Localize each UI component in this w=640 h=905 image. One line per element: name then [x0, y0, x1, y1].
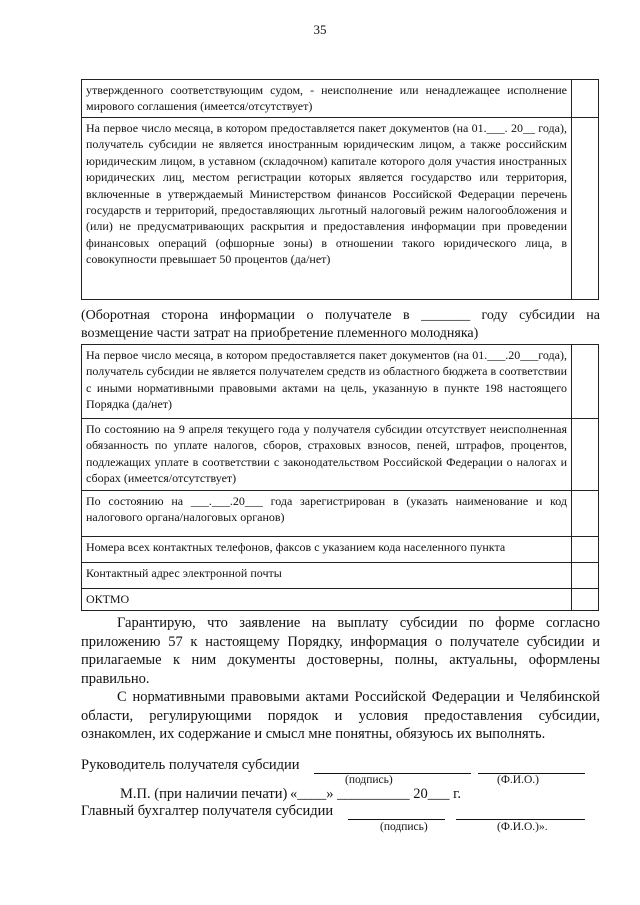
signature-caption-2: (подпись): [380, 821, 428, 833]
table-cell-value: [572, 537, 599, 563]
table-cell-text: На первое число месяца, в котором предоставляется пакет документов (на 01.___.20___года), получатель субсидии не является получателем средств из областного бюджета в соответствии с иными нормативными правовыми актами на цель, указанную в пункте 198 настоящего Порядка (да/нет): [82, 345, 572, 419]
accountant-name-line: [456, 819, 585, 820]
table-cell-text: По состоянию на ___.___.20___ года зарегистрирован в (указать наименование и код налогового органа/налоговых органов): [82, 491, 572, 537]
accountant-signature-label: Главный бухгалтер получателя субсидии: [81, 803, 334, 819]
date-field: «____» __________ 20___ г.: [290, 786, 462, 802]
accountant-signature-line: [348, 819, 445, 820]
table-row: [82, 491, 599, 537]
acknowledgement-paragraph: С нормативными правовыми актами Российской Федерации и Челябинской области, регулирующими порядок и условия предоставления субсидии, ознакомлен, их содержание и смысл мне понятны, обязуюсь их выполнять.: [81, 689, 600, 742]
head-signature-label: Руководитель получателя субсидии: [81, 757, 300, 773]
table-cell-value: [572, 118, 599, 300]
table-cell-value: [572, 491, 599, 537]
table-cell-value: [572, 563, 599, 589]
table-row: [82, 563, 599, 589]
table-cell-text: утвержденного соответствующим судом, - неисполнение или ненадлежащее исполнение мирового соглашения (имеется/отсутствует): [82, 80, 572, 118]
table-cell-text: На первое число месяца, в котором предоставляется пакет документов (на 01.___. 20__ года), получатель субсидии не является иностранным юридическим лицом, а также российским юридическим лицом, в уставном (складочном) капитале которого доля участия иностранных юридических лиц, местом регистрации которых является государство или территория, включенные в утверждаемый Министерством финансов Российской Федерации перечень государств и территорий, предоставляющих льготный налоговый режим налогообложения и (или) не предусматривающих раскрытия и предоставления информации при проведении финансовых операций (офшорные зоны) в отношении такого юридического лица, в совокупности превышает 50 процентов (да/нет): [82, 118, 572, 300]
table-cell-value: [572, 80, 599, 118]
table-cell-text: Контактный адрес электронной почты: [82, 563, 572, 589]
table-row: [82, 118, 599, 300]
guarantee-paragraph: Гарантирую, что заявление на выплату субсидии по форме согласно приложению 57 к настоящему Порядку, информация о получателе субсидии и прилагаемые к ним документы достоверны, полны, актуальны, оформлены правильно.: [81, 615, 600, 687]
table-row: [82, 419, 599, 491]
table-cell-text: Номера всех контактных телефонов, факсов с указанием кода населенного пункта: [82, 537, 572, 563]
name-caption: (Ф.И.О.): [497, 774, 539, 786]
table-row: [82, 345, 599, 419]
table-row: [82, 589, 599, 611]
table-cell-value: [572, 345, 599, 419]
name-caption-2: (Ф.И.О.)».: [497, 821, 548, 833]
stamp-label: М.П. (при наличии печати): [120, 786, 288, 802]
table-cell-value: [572, 419, 599, 491]
info-table-reverse: [81, 344, 599, 611]
table-row: [82, 80, 599, 118]
table-cell-text: По состоянию на 9 апреля текущего года у получателя субсидии отсутствует неисполненная обязанность по уплате налогов, сборов, страховых взносов, пеней, штрафов, процентов, подлежащих уплате в соответствии с законодательством Российской Федерации о налогах и сборах (имеется/отсутствует): [82, 419, 572, 491]
table-cell-value: [572, 589, 599, 611]
page-number: 35: [313, 22, 327, 37]
signature-caption: (подпись): [345, 774, 393, 786]
table-cell-text: ОКТМО: [82, 589, 572, 611]
reverse-side-heading: (Оборотная сторона информации о получателе в _______ году субсидии на возмещение части затрат на приобретение племенного молодняка): [81, 308, 600, 341]
table-row: [82, 537, 599, 563]
info-table-continued: [81, 79, 599, 300]
